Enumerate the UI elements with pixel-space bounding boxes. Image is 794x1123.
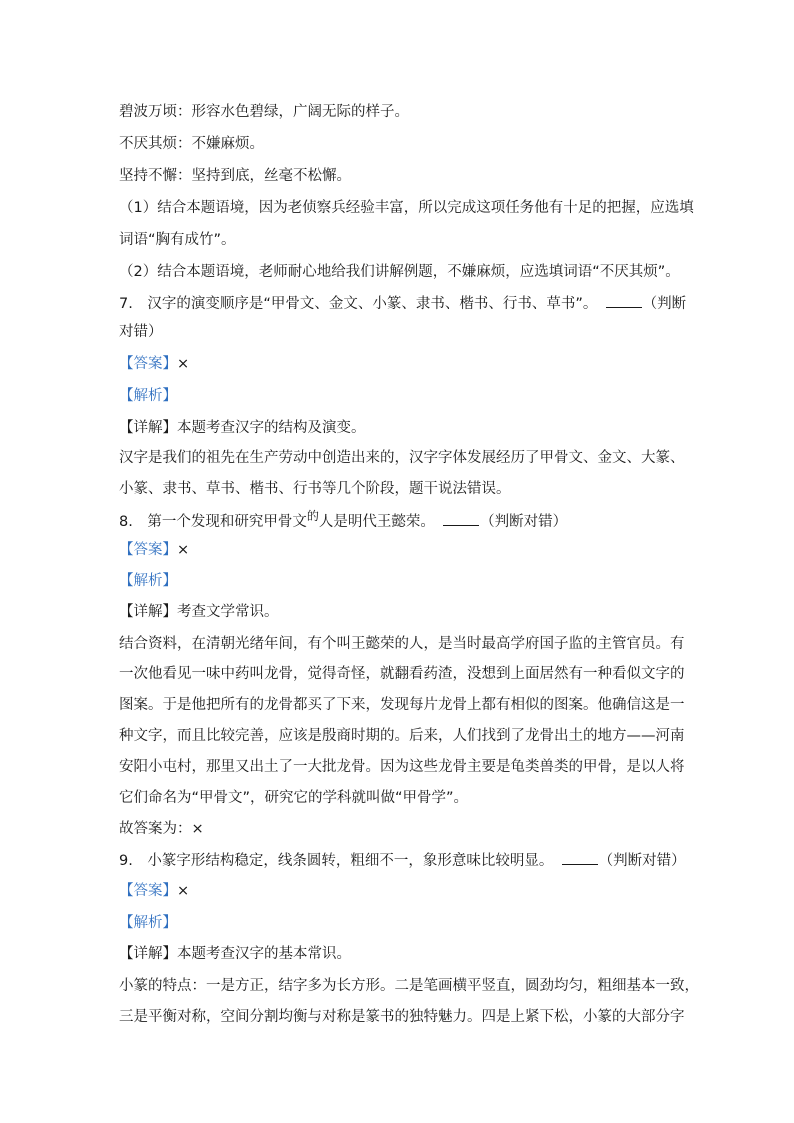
explanation-line: 它们命名为“甲骨文”，研究它的学科就叫做“甲骨学”。	[119, 790, 469, 806]
detail-row	[119, 602, 679, 622]
question-tail: （判断	[642, 296, 687, 312]
answer-blank	[606, 295, 642, 308]
definition-line: 碧波万顷：形容水色碧绿，广阔无际的样子。	[119, 104, 409, 120]
question-text: 7. 汉字的演变顺序是“甲骨文、金文、小篆、隶书、楷书、行书、草书”。	[119, 296, 605, 312]
explanation-line: 三是平衡对称，空间分割均衡与对称是篆书的独特魅力。四是上紧下松，小篆的大部分字	[119, 1009, 685, 1025]
answer-tag: 【答案】	[119, 356, 177, 372]
answer-value: ×	[177, 542, 190, 558]
final-answer: 故答案为：×	[119, 821, 204, 837]
detail-text: 考查文学常识。	[177, 604, 279, 620]
explanation-line: 结合资料，在清朝光绪年间，有个叫王懿荣的人，是当时最高学府国子监的主管官员。有	[119, 636, 685, 652]
explanation-line: 汉字是我们的祖先在生产劳动中创造出来的，汉字字体发展经历了甲骨文、金文、大篆、	[119, 450, 685, 466]
question-8	[119, 509, 679, 532]
answer-row	[119, 354, 679, 374]
explanation-line: 种文字，而且比较完善，应该是殷商时期的。后来，人们找到了龙骨出土的地方——河南	[119, 728, 685, 744]
answer-blank	[443, 513, 479, 526]
explanation-line: （1）结合本题语境，因为老侦察兵经验丰富，所以完成这项任务他有十足的把握，应选填	[119, 200, 694, 216]
answer-value: ×	[177, 356, 190, 372]
explanation-line: 一次他看见一味中药叫龙骨，觉得奇怪，就翻看药渣，没想到上面居然有一种看似文字的	[119, 666, 685, 682]
analysis-tag: 【解析】	[119, 388, 177, 404]
explanation-line: 小篆、隶书、草书、楷书、行书等几个阶段，题干说法错误。	[119, 481, 511, 497]
explanation-line: 词语“胸有成竹”。	[119, 232, 236, 248]
question-7-cont: 对错）	[119, 324, 163, 340]
detail-text: 本题考查汉字的结构及演变。	[177, 420, 366, 436]
answer-value: ×	[177, 883, 190, 899]
answer-tag: 【答案】	[119, 883, 177, 899]
answer-blank	[562, 852, 598, 865]
question-9	[119, 851, 686, 871]
explanation-line: （2）结合本题语境，老师耐心地给我们讲解例题，不嫌麻烦，应选填词语“不厌其烦”。	[119, 264, 680, 280]
analysis-tag: 【解析】	[119, 915, 177, 931]
question-superscript: 的	[306, 509, 319, 523]
question-text: 8. 第一个发现和研究甲骨文	[119, 514, 307, 530]
answer-row	[119, 881, 679, 901]
detail-tag: 【详解】	[119, 604, 177, 620]
question-7	[119, 294, 687, 314]
detail-row	[119, 418, 679, 438]
question-tail: （判断对错）	[598, 853, 686, 869]
question-tail: （判断对错）	[480, 514, 568, 530]
answer-row	[119, 540, 679, 560]
explanation-line: 安阳小屯村，那里又出土了一大批龙骨。因为这些龙骨主要是龟类兽类的甲骨，是以人将	[119, 759, 685, 775]
analysis-tag: 【解析】	[119, 573, 177, 589]
detail-row	[119, 944, 679, 964]
detail-text: 本题考查汉字的基本常识。	[177, 946, 351, 962]
detail-tag: 【详解】	[119, 946, 177, 962]
definition-line: 不厌其烦：不嫌麻烦。	[119, 136, 264, 152]
detail-tag: 【详解】	[119, 420, 177, 436]
definition-line: 坚持不懈：坚持到底，丝毫不松懈。	[119, 168, 351, 184]
explanation-line: 小篆的特点：一是方正，结字多为长方形。二是笔画横平竖直，圆劲均匀，粗细基本一致，	[119, 978, 699, 994]
question-text: 9. 小篆字形结构稳定，线条圆转，粗细不一，象形意味比较明显。	[119, 853, 561, 869]
explanation-line: 图案。于是他把所有的龙骨都买了下来，发现每片龙骨上都有相似的图案。他确信这是一	[119, 697, 685, 713]
answer-tag: 【答案】	[119, 542, 177, 558]
question-text-cont: 人是明代王懿荣。	[318, 514, 443, 530]
